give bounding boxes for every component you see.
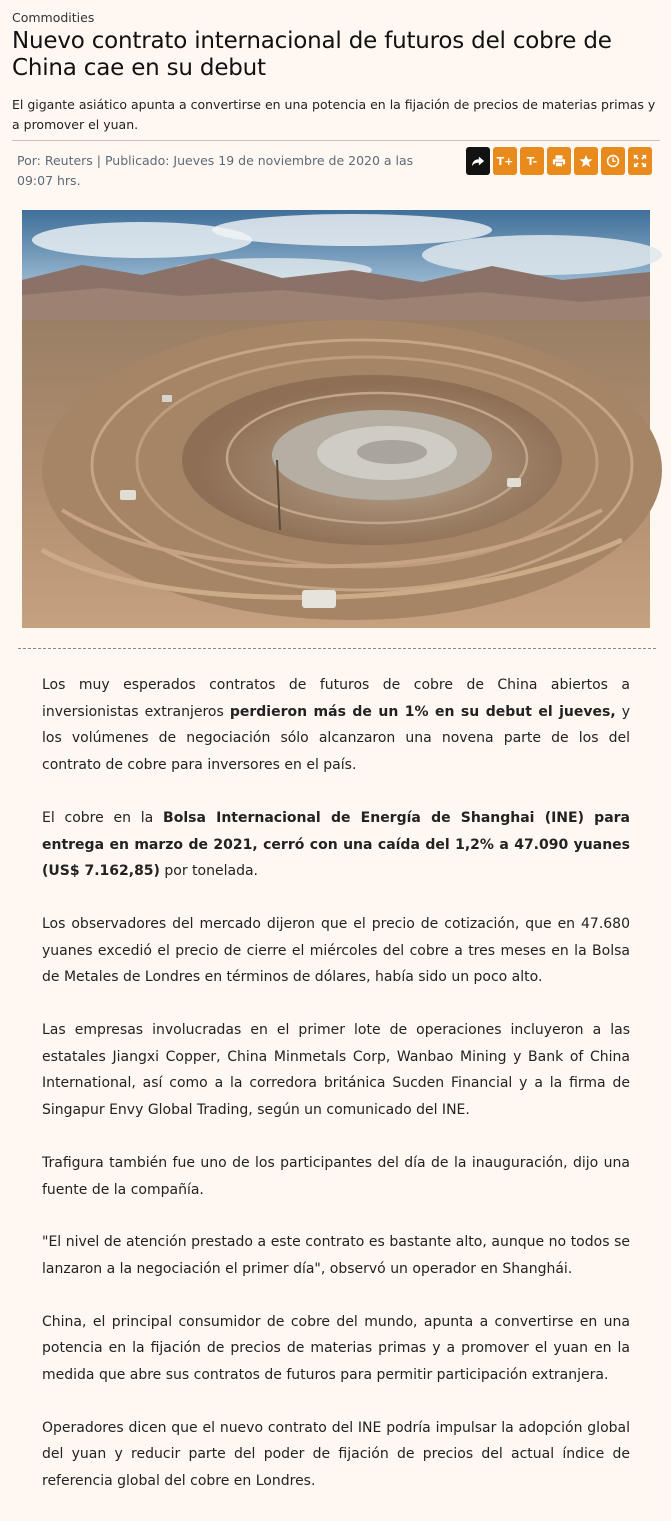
clock-icon [606, 154, 620, 168]
paragraph-1 [42, 672, 630, 779]
paragraph-1-text-c: y los volúmenes de negociación sólo alcanzaron una novena parte de los del contrato de cobre para inversores en el país. [42, 703, 630, 774]
image-divider [18, 648, 656, 649]
paragraph-1-text-a: Los muy esperados contratos de futuros de cobre de China abiertos a inversionistas extranjeros [42, 677, 630, 720]
history-button[interactable] [601, 147, 625, 175]
paragraph-7: China, el principal consumidor de cobre del mundo, apunta a convertirse en una potencia en la fijación de precios de materias primas y a promover el yuan en la medida que abre sus contratos de futuros para permitir participación extranjera. [42, 1313, 630, 1384]
paragraph-6: "El nivel de atención prestado a este contrato es bastante alto, aunque no todos se lanzaron a la negociación el primer día", observó un operador en Shanghái. [42, 1234, 630, 1277]
favorite-button[interactable] [574, 147, 598, 175]
paragraph-5: Trafigura también fue uno de los participantes del día de la inauguración, dijo una fuente de la compañía. [42, 1154, 630, 1198]
section-tag[interactable]: Commodities [12, 10, 95, 25]
article-body [42, 672, 630, 1521]
paragraph-3: Los observadores del mercado dijeron que el precio de cotización, que en 47.680 yuanes excedió el precio de cierre el miércoles del cobre a tres meses en la Bolsa de Metales de Londres en términos de dólares, había sido un poco alto. [42, 915, 630, 986]
star-icon [579, 154, 593, 168]
share-arrow-icon [471, 154, 485, 168]
open-pit-mine-illustration [22, 210, 650, 628]
share-button[interactable] [466, 147, 490, 175]
expand-icon [633, 154, 647, 168]
paragraph-2 [42, 805, 630, 885]
paragraph-1-bold: perdieron más de un 1% en su debut el jueves, [229, 703, 616, 720]
font-decrease-button[interactable]: T- [520, 147, 544, 175]
fullscreen-button[interactable] [628, 147, 652, 175]
article-title: Nuevo contrato internacional de futuros del cobre de China cae en su debut [12, 28, 612, 81]
font-increase-button[interactable]: T+ [493, 147, 517, 175]
article-toolbar [466, 147, 652, 175]
paragraph-8: Operadores dicen que el nuevo contrato del INE podría impulsar la adopción global del yuan y reducir parte del poder de fijación de precios del actual índice de referencia global del cobre en Londres. [42, 1419, 630, 1490]
paragraph-2-text-a: El cobre en la [42, 809, 164, 826]
article-summary: El gigante asiático apunta a convertirse en una potencia en la fijación de precios de materias primas y a promover el yuan. [12, 97, 656, 132]
paragraph-4: Las empresas involucradas en el primer lote de operaciones incluyeron a las estatales Jiangxi Copper, China Minmetals Corp, Wanbao Mining y Bank of China International, así como a la corredora británica Sucden Financial y a la firma de Singapur Envy Global Trading, según un comunicado del INE. [42, 1022, 630, 1119]
print-button[interactable] [547, 147, 571, 175]
header-divider [12, 140, 660, 141]
paragraph-2-bold: Bolsa Internacional de Energía de Shanghai (INE) para entrega en marzo de 2021, cerró con una caída del 1,2% a 47.090 yuanes (US$ 7.162,85) [42, 809, 631, 880]
print-icon [552, 154, 566, 168]
hero-image[interactable] [22, 210, 650, 628]
article-byline: Por: Reuters | Publicado: Jueves 19 de noviembre de 2020 a las 09:07 hrs. [17, 153, 414, 188]
paragraph-2-text-c: por tonelada. [159, 863, 258, 880]
